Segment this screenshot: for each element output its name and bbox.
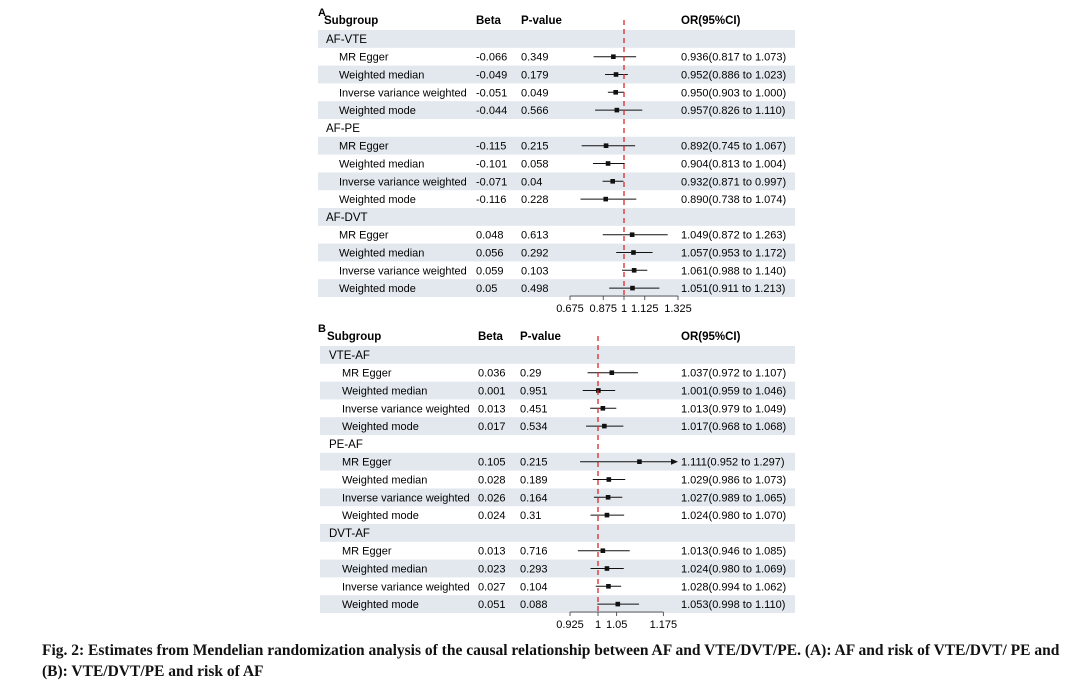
panel-a-or-ci-text: 0.957(0.826 to 1.110) [681, 105, 786, 118]
panel-a-group-label: AF-DVT [326, 211, 368, 224]
panel-b-p-value: 0.104 [520, 581, 548, 594]
panel-a-x-tick-label: 1.325 [664, 303, 692, 315]
panel-a-row-band [318, 30, 795, 48]
panel-a-beta-value: -0.066 [476, 51, 508, 64]
panel-b-x-tick-label: 1 [594, 619, 602, 631]
panel-b-row-band [320, 524, 795, 542]
panel-a-beta-value: -0.101 [476, 158, 508, 171]
panel-a-p-value: 0.292 [521, 247, 549, 260]
panel-b-point-estimate [607, 477, 612, 482]
figure-caption: Fig. 2: Estimates from Mendelian randomization analysis of the causal relationship between AF and VTE/DVT/PE. (A): AF and risk of VTE/DVT/ PE and (B): VTE/DVT/PE and risk of AF [42, 642, 1060, 680]
panel-a-p-value: 0.04 [521, 176, 543, 189]
panel-a-p-value: 0.613 [521, 229, 549, 242]
panel-b-row-band [320, 346, 795, 364]
panel-b-beta-value: 0.036 [478, 367, 506, 380]
panel-a-group-label: AF-VTE [326, 33, 367, 46]
panel-b-p-value: 0.534 [520, 421, 548, 434]
panel-a-point-estimate [613, 90, 618, 95]
panel-b-point-estimate [637, 459, 642, 464]
panel-b-method-label: Inverse variance weighted [342, 581, 470, 594]
panel-a-header-beta: Beta [476, 15, 501, 27]
panel-a-method-label: Weighted mode [339, 283, 416, 296]
panel-a-group-label: AF-PE [326, 122, 360, 135]
panel-a-beta-value: 0.048 [476, 229, 504, 242]
panel-b-method-label: Weighted median [342, 474, 428, 487]
panel-b-beta-value: 0.026 [478, 492, 506, 505]
panel-a-or-ci-text: 0.890(0.738 to 1.074) [681, 194, 787, 207]
panel-b-point-estimate [606, 495, 611, 500]
panel-a-method-label: MR Egger [339, 229, 389, 242]
panel-a-p-value: 0.179 [521, 69, 549, 82]
panel-b-or-ci-text: 1.111(0.952 to 1.297) [681, 456, 785, 469]
panel-a-or-ci-text: 0.892(0.745 to 1.067) [681, 140, 787, 153]
panel-b-header-pvalue: P-value [520, 331, 561, 343]
panel-a-or-ci-text: 0.904(0.813 to 1.004) [681, 158, 787, 171]
panel-a-point-estimate [614, 72, 619, 77]
panel-a-beta-value: 0.056 [476, 247, 504, 260]
panel-a-point-estimate [632, 268, 637, 273]
panel-a-row-band [318, 208, 795, 226]
panel-a-or-ci-text: 1.051(0.911 to 1.213) [681, 283, 786, 296]
panel-a-p-value: 0.058 [521, 158, 549, 171]
panel-b-or-ci-text: 1.013(0.946 to 1.085) [681, 545, 787, 558]
panel-b-method-label: Weighted median [342, 385, 428, 398]
panel-a-p-value: 0.228 [521, 194, 549, 207]
panel-b-or-ci-text: 1.027(0.989 to 1.065) [681, 492, 787, 505]
panel-a-or-ci-text: 0.932(0.871 to 0.997) [681, 176, 787, 189]
panel-a-beta-value: -0.049 [476, 69, 508, 82]
panel-b-method-label: Inverse variance weighted [342, 492, 470, 505]
panel-a-point-estimate [604, 143, 609, 148]
panel-a-p-value: 0.215 [521, 140, 549, 153]
panel-b-method-label: MR Egger [342, 545, 392, 558]
panel-a-point-estimate [615, 108, 620, 113]
panel-a-method-label: Weighted median [339, 158, 425, 171]
panel-b-p-value: 0.31 [520, 510, 542, 523]
panel-b-p-value: 0.951 [520, 385, 548, 398]
panel-a-method-label: Inverse variance weighted [339, 176, 467, 189]
panel-a-p-value: 0.349 [521, 51, 549, 64]
panel-b-beta-value: 0.001 [478, 385, 506, 398]
panel-a-p-value: 0.103 [521, 265, 549, 278]
panel-a-method-label: MR Egger [339, 51, 389, 64]
panel-a-point-estimate [631, 250, 636, 255]
panel-a-or-ci-text: 0.952(0.886 to 1.023) [681, 69, 787, 82]
panel-b-x-tick-label: 1.05 [605, 619, 628, 631]
panel-a-x-tick-label: 0.875 [589, 303, 617, 315]
panel-b-or-ci-text: 1.024(0.980 to 1.070) [681, 510, 787, 523]
panel-b-or-ci-text: 1.024(0.980 to 1.069) [681, 563, 787, 576]
panel-b-p-value: 0.293 [520, 563, 548, 576]
panel-b-beta-value: 0.023 [478, 563, 506, 576]
panel-b-beta-value: 0.013 [478, 545, 506, 558]
panel-a-or-ci-text: 0.936(0.817 to 1.073) [681, 51, 787, 64]
panel-a-beta-value: -0.044 [476, 105, 508, 118]
panel-a-point-estimate [630, 286, 635, 291]
panel-b-group-label: PE-AF [329, 438, 363, 451]
panel-b-point-estimate [615, 602, 620, 607]
panel-b-header-or: OR(95%CI) [681, 331, 741, 343]
panel-a-p-value: 0.498 [521, 283, 549, 296]
panel-b-p-value: 0.215 [520, 456, 548, 469]
panel-b-beta-value: 0.013 [478, 403, 506, 416]
panel-a-method-label: MR Egger [339, 140, 389, 153]
panel-b-method-label: Inverse variance weighted [342, 403, 470, 416]
panel-a-x-tick-label: 1.125 [631, 303, 659, 315]
panel-b-or-ci-text: 1.017(0.968 to 1.068) [681, 421, 787, 434]
panel-b-or-ci-text: 1.037(0.972 to 1.107) [681, 367, 787, 380]
panel-a-label: A [318, 7, 326, 19]
panel-a-p-value: 0.049 [521, 87, 549, 100]
panel-a-method-label: Weighted median [339, 69, 425, 82]
panel-a-or-ci-text: 1.049(0.872 to 1.263) [681, 229, 787, 242]
panel-b-p-value: 0.451 [520, 403, 548, 416]
panel-b-point-estimate [601, 548, 606, 553]
panel-b-group-label: DVT-AF [329, 527, 370, 540]
panel-a-p-value: 0.566 [521, 105, 549, 118]
panel-b-p-value: 0.088 [520, 599, 548, 612]
panel-b-label: B [318, 323, 326, 335]
panel-a-method-label: Inverse variance weighted [339, 87, 467, 100]
panel-b-point-estimate [605, 566, 610, 571]
panel-b-point-estimate [605, 513, 610, 518]
panel-a-method-label: Inverse variance weighted [339, 265, 467, 278]
panel-b-or-ci-text: 1.013(0.979 to 1.049) [681, 403, 787, 416]
panel-a-or-ci-text: 0.950(0.903 to 1.000) [681, 87, 787, 100]
panel-a-method-label: Weighted median [339, 247, 425, 260]
panel-b-beta-value: 0.051 [478, 599, 506, 612]
panel-b-p-value: 0.716 [520, 545, 548, 558]
panel-a-beta-value: 0.05 [476, 283, 498, 296]
panel-b-header-beta: Beta [478, 331, 503, 343]
panel-b-p-value: 0.189 [520, 474, 548, 487]
panel-a-point-estimate [610, 179, 615, 184]
panel-a-method-label: Weighted mode [339, 105, 416, 118]
panel-b-beta-value: 0.028 [478, 474, 506, 487]
panel-a-point-estimate [611, 54, 616, 59]
panel-a-point-estimate [606, 161, 611, 166]
panel-b-header-subgroup: Subgroup [327, 331, 382, 343]
panel-b-p-value: 0.164 [520, 492, 548, 505]
panel-b-point-estimate [602, 424, 607, 429]
panel-b-beta-value: 0.105 [478, 456, 506, 469]
panel-a-header-subgroup: Subgroup [324, 15, 379, 27]
panel-a-or-ci-text: 1.057(0.953 to 1.172) [681, 247, 787, 260]
panel-b-method-label: Weighted mode [342, 421, 419, 434]
panel-a-point-estimate [630, 232, 635, 237]
panel-a-beta-value: 0.059 [476, 265, 504, 278]
panel-b-group-label: VTE-AF [329, 349, 370, 362]
panel-b-beta-value: 0.024 [478, 510, 506, 523]
panel-b-x-tick-label: 0.925 [556, 619, 584, 631]
panel-a-x-tick-label: 0.675 [556, 303, 584, 315]
panel-b-point-estimate [601, 406, 606, 411]
panel-b-method-label: Weighted median [342, 563, 428, 576]
panel-b-method-label: MR Egger [342, 456, 392, 469]
panel-b-beta-value: 0.027 [478, 581, 506, 594]
panel-a-header-or: OR(95%CI) [681, 15, 741, 27]
panel-b-or-ci-text: 1.029(0.986 to 1.073) [681, 474, 787, 487]
panel-b-p-value: 0.29 [520, 367, 542, 380]
panel-a-x-tick-label: 1 [620, 303, 628, 315]
panel-a-point-estimate [603, 197, 608, 202]
panel-b-beta-value: 0.017 [478, 421, 506, 434]
panel-b-or-ci-text: 1.001(0.959 to 1.046) [681, 385, 787, 398]
panel-b-or-ci-text: 1.053(0.998 to 1.110) [681, 599, 786, 612]
panel-b-point-estimate [610, 370, 615, 375]
panel-a-method-label: Weighted mode [339, 194, 416, 207]
panel-b-method-label: Weighted mode [342, 510, 419, 523]
panel-b-method-label: MR Egger [342, 367, 392, 380]
panel-b-method-label: Weighted mode [342, 599, 419, 612]
panel-a-header-pvalue: P-value [521, 15, 562, 27]
panel-b-or-ci-text: 1.028(0.994 to 1.062) [681, 581, 787, 594]
panel-b-x-tick-label: 1.175 [649, 619, 678, 631]
panel-a-or-ci-text: 1.061(0.988 to 1.140) [681, 265, 787, 278]
panel-a-beta-value: -0.071 [476, 176, 508, 189]
panel-b-point-estimate [606, 584, 611, 589]
panel-a-beta-value: -0.051 [476, 87, 508, 100]
panel-a-beta-value: -0.116 [476, 194, 507, 207]
panel-a-beta-value: -0.115 [476, 140, 507, 153]
